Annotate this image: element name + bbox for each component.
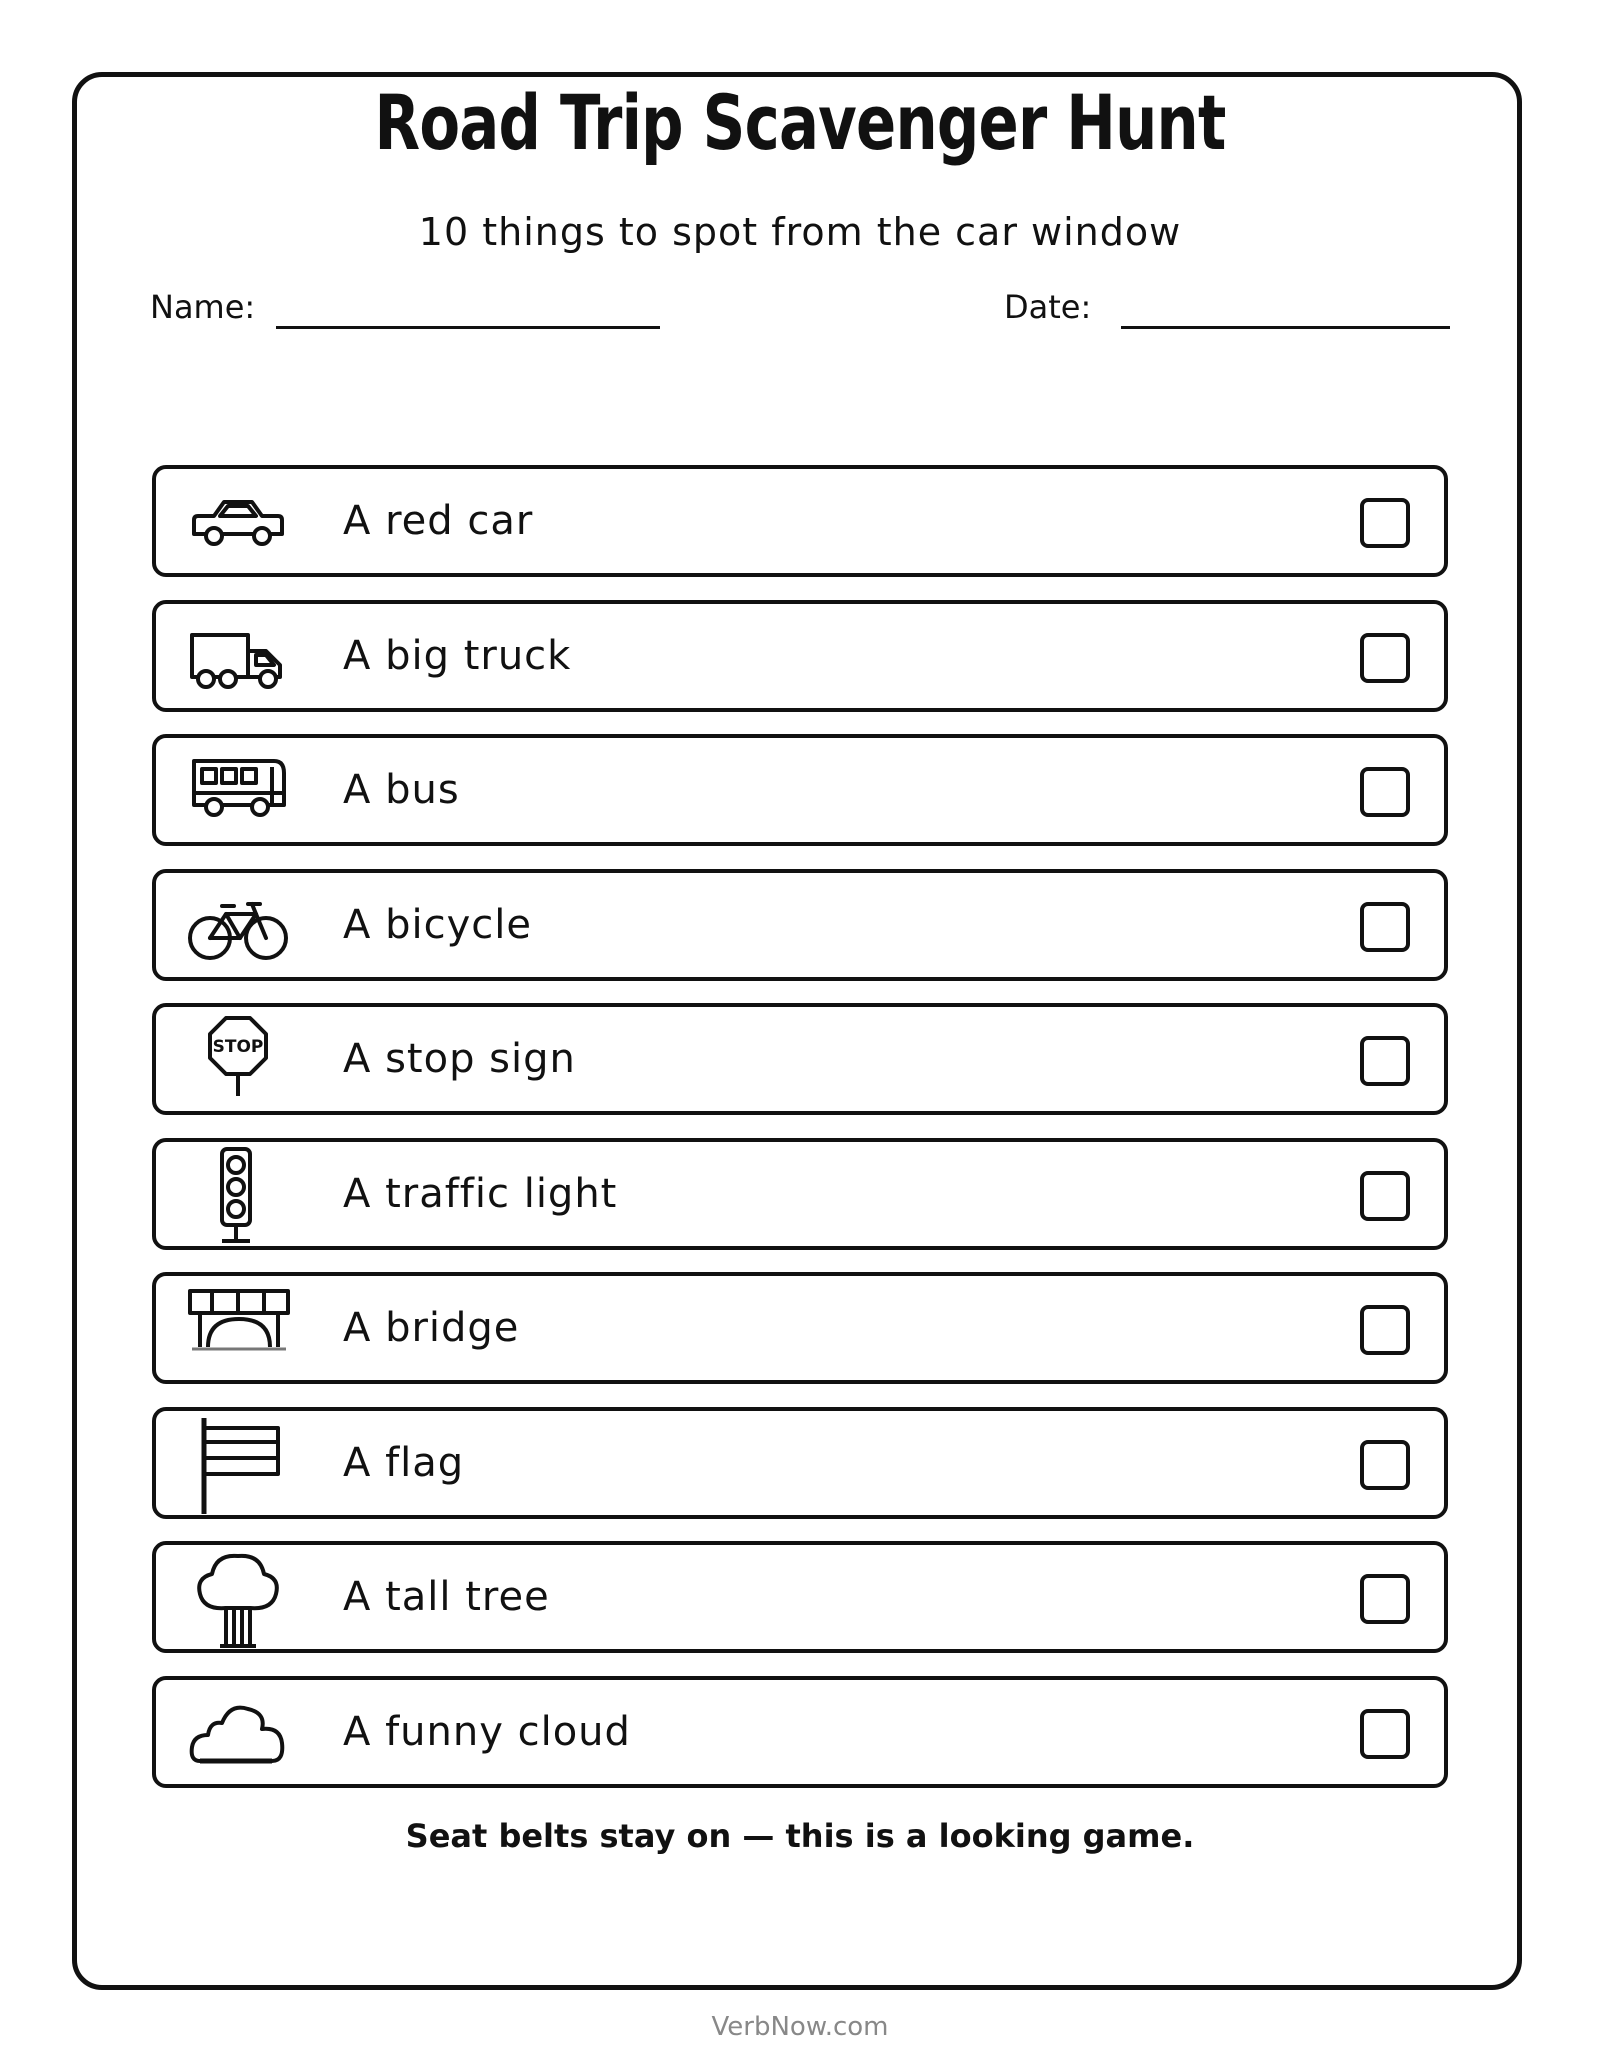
bridge-icon [186,1279,290,1379]
car-icon [186,472,290,572]
item-label: A tall tree [343,1574,550,1620]
footer-note: Seat belts stay on — this is a looking game. [405,1817,1195,1855]
date-field[interactable] [1121,326,1450,329]
list-item [152,1407,1448,1519]
item-label: A funny cloud [343,1708,631,1755]
checkbox[interactable] [1360,1709,1410,1759]
item-label: A flag [343,1439,465,1486]
stop-sign-icon [186,1010,290,1110]
list-item [152,600,1448,712]
checklist [152,465,1448,1810]
list-item [152,1138,1448,1250]
site-credit: VerbNow.com [711,2012,889,2042]
item-label: A bus [343,767,460,813]
item-label: A bicycle [343,901,532,948]
checkbox[interactable] [1360,1171,1410,1221]
list-item [152,465,1448,577]
list-item [152,1272,1448,1384]
checkbox[interactable] [1360,902,1410,952]
list-item [152,1541,1448,1653]
bicycle-icon [186,876,290,976]
list-item [152,734,1448,846]
item-label: A bridge [343,1305,520,1351]
item-label: A stop sign [343,1036,576,1082]
flag-icon [186,1414,290,1514]
date-label: Date: [1004,288,1092,326]
checkbox[interactable] [1360,1440,1410,1490]
cloud-icon [186,1683,290,1783]
checkbox[interactable] [1360,1574,1410,1624]
traffic-light-icon [186,1145,290,1245]
page-title: Road Trip Scavenger Hunt [374,78,1226,167]
checkbox[interactable] [1360,633,1410,683]
checkbox[interactable] [1360,767,1410,817]
name-label: Name: [150,288,256,326]
truck-icon [186,607,290,707]
bus-icon [186,741,290,841]
tree-icon [186,1548,290,1648]
item-label: A big truck [343,632,572,679]
checkbox[interactable] [1360,498,1410,548]
page-subtitle: 10 things to spot from the car window [418,210,1182,254]
stop-sign-text: STOP [212,1037,264,1057]
checkbox[interactable] [1360,1305,1410,1355]
list-item [152,1003,1448,1115]
list-item [152,1676,1448,1788]
name-field[interactable] [276,326,660,329]
checkbox[interactable] [1360,1036,1410,1086]
item-label: A traffic light [343,1170,618,1217]
item-label: A red car [343,498,534,544]
list-item [152,869,1448,981]
